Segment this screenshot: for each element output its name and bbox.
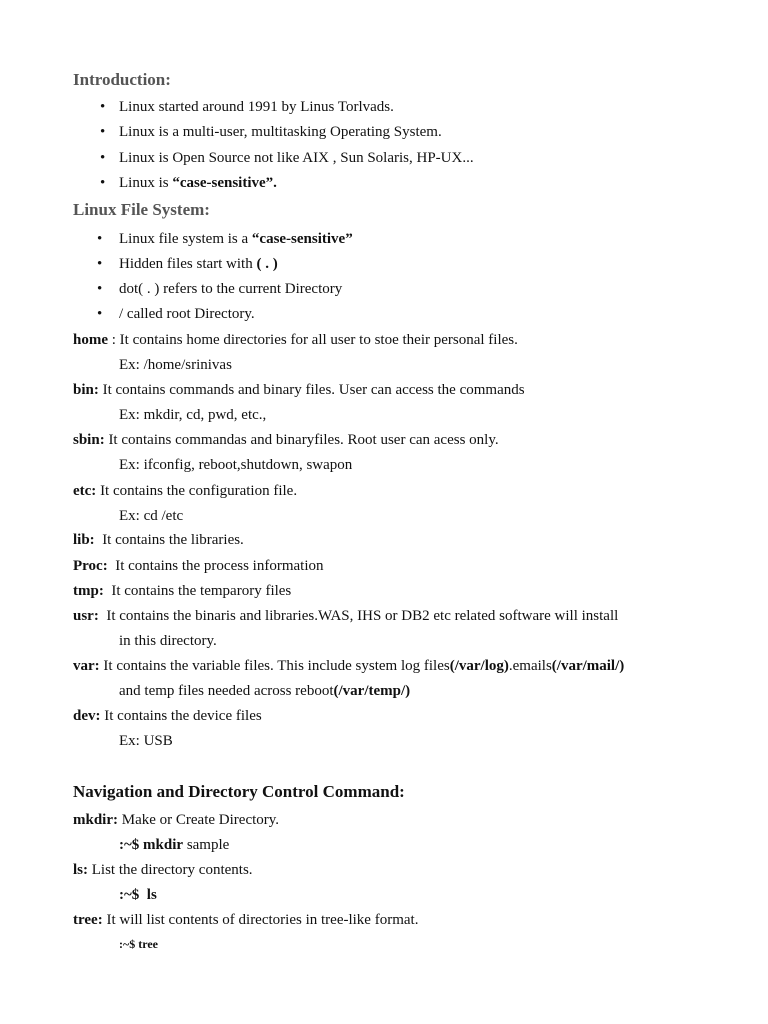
intro-bullet-2: Linux is a multi-user, multitasking Operating System. xyxy=(119,124,442,140)
dir-etc-example: Ex: cd /etc xyxy=(119,508,184,524)
fs-bullet-1: Linux file system is a “case-sensitive” xyxy=(119,231,353,247)
intro-bullet-4: Linux is “case-sensitive”. xyxy=(119,175,277,191)
cmd-ls: ls: List the directory contents. xyxy=(73,862,253,878)
cmd-mkdir: mkdir: Make or Create Directory. xyxy=(73,812,280,828)
introduction-heading: Introduction: xyxy=(73,70,171,89)
bullet-icon: • xyxy=(97,256,103,272)
cmd-ls-example: :~$ ls xyxy=(119,887,157,903)
dir-var: var: It contains the variable files. This include system log files(/var/log).emails(/var/mail/) xyxy=(73,658,625,674)
cmd-tree: tree: It will list contents of directories in tree-like format. xyxy=(73,912,419,928)
bullet-icon: • xyxy=(97,281,103,297)
dir-home-example: Ex: /home/srinivas xyxy=(119,357,232,373)
dir-lib: lib: It contains the libraries. xyxy=(73,532,244,548)
dir-tmp: tmp: It contains the temparory files xyxy=(73,583,292,599)
dir-usr-continued: in this directory. xyxy=(119,633,217,649)
bullet-icon: • xyxy=(100,175,106,191)
bullet-icon: • xyxy=(97,306,103,322)
dir-bin-example: Ex: mkdir, cd, pwd, etc., xyxy=(119,407,267,423)
dir-sbin-example: Ex: ifconfig, reboot,shutdown, swapon xyxy=(119,457,353,473)
cmd-mkdir-example: :~$ mkdir sample xyxy=(119,837,230,853)
dir-var-continued: and temp files needed across reboot(/var/temp/) xyxy=(119,683,411,699)
bullet-icon: • xyxy=(100,124,106,140)
dir-dev-example: Ex: USB xyxy=(119,733,173,749)
intro-bullet-1: Linux started around 1991 by Linus Torlvads. xyxy=(119,99,394,115)
bullet-icon: • xyxy=(100,99,106,115)
dir-dev: dev: It contains the device files xyxy=(73,708,262,724)
bullet-icon: • xyxy=(97,231,103,247)
fs-bullet-2: Hidden files start with ( . ) xyxy=(119,256,278,272)
dir-etc: etc: It contains the configuration file. xyxy=(73,483,298,499)
bullet-icon: • xyxy=(100,150,106,166)
cmd-tree-example: :~$ tree xyxy=(119,937,158,951)
file-system-heading: Linux File System: xyxy=(73,200,210,219)
fs-bullet-3: dot( . ) refers to the current Directory xyxy=(119,281,343,297)
dir-sbin: sbin: It contains commandas and binaryfiles. Root user can acess only. xyxy=(73,432,499,448)
intro-bullet-3: Linux is Open Source not like AIX , Sun Solaris, HP-UX... xyxy=(119,150,474,166)
dir-usr: usr: It contains the binaris and libraries.WAS, IHS or DB2 etc related software will install xyxy=(73,608,619,624)
dir-home: home : It contains home directories for all user to stoe their personal files. xyxy=(73,332,518,348)
dir-proc: Proc: It contains the process information xyxy=(73,558,324,574)
dir-bin: bin: It contains commands and binary files. User can access the commands xyxy=(73,382,525,398)
fs-bullet-4: / called root Directory. xyxy=(119,306,255,322)
navigation-heading: Navigation and Directory Control Command: xyxy=(73,782,405,801)
